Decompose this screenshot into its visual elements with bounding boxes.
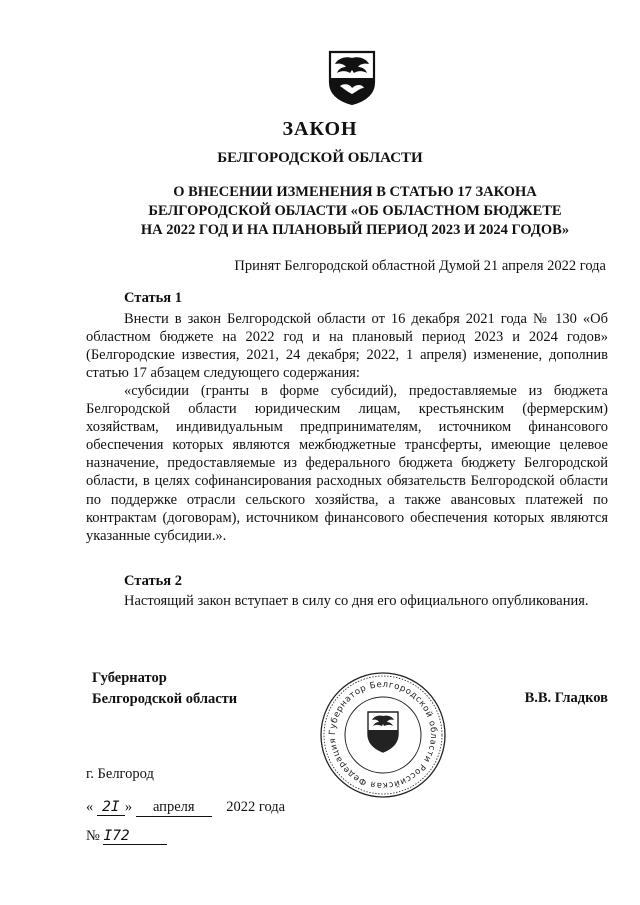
law-number (86, 828, 167, 845)
date-month: апреля (136, 799, 212, 817)
signatory-position-line: Губернатор (92, 670, 167, 686)
date-day: 2I (97, 799, 125, 816)
coat-of-arms-icon (326, 48, 378, 106)
article-2-heading: Статья 2 (124, 573, 182, 589)
article-1-heading: Статья 1 (124, 290, 182, 306)
signatory-position-line: Белгородской области (92, 691, 238, 707)
date-year: 2022 года (226, 799, 286, 815)
article-2-paragraph: Настоящий закон вступает в силу со дня его официального опубликования. (124, 593, 589, 609)
number-label: № (86, 828, 100, 844)
signing-date (86, 799, 285, 817)
adoption-note: Принят Белгородской областной Думой 21 апреля 2022 года (234, 258, 606, 274)
article-1-paragraph: Внести в закон Белгородской области от 16 декабря 2021 года № 130 «Об областном бюджете на 2022 год и на плановый период 2023 и 2024 годов» (Белгородские известия, 2021, 24 декабря; 2022, 1 апреля) изменение, дополнив статью 17 абзацем следующего содержания: (86, 311, 608, 382)
document-title: ЗАКОН (282, 118, 358, 140)
number-value: I72 (103, 828, 167, 845)
subtitle-line: БЕЛГОРОДСКОЙ ОБЛАСТИ «ОБ ОБЛАСТНОМ БЮДЖЕТЕ (148, 203, 562, 219)
article-1-amendment-text: «субсидии (гранты в форме субсидий), предоставляемые из бюджета Белгородской области юридическим лицам, крестьянским (фермерским) хозяйствам, индивидуальным предпринимателям, источником финансового обеспечения которых являются межбюджетные трансферты, имеющие целевое назначение, предоставляемые из федерального бюджета бюджету Белгородской области, в целях софинансирования расходных обязательств Белгородской области по поддержке отрасли сельского хозяйства, а также авансовых платежей по контрактам (договорам), источником финансового обеспечения которых являются указанные субсидии.». (86, 383, 608, 544)
signatory-name: В.В. Гладков (524, 690, 608, 706)
official-seal-icon (318, 670, 448, 800)
seal-text: Губернатор Белгородской области Российская Федерация (327, 679, 439, 791)
subtitle-line: О ВНЕСЕНИИ ИЗМЕНЕНИЯ В СТАТЬЮ 17 ЗАКОНА (173, 184, 537, 200)
document-region: БЕЛГОРОДСКОЙ ОБЛАСТИ (217, 150, 423, 166)
date-close-quote: » (124, 799, 133, 815)
date-open-quote: « (86, 799, 94, 815)
subtitle-line: НА 2022 ГОД И НА ПЛАНОВЫЙ ПЕРИОД 2023 И 2024 ГОДОВ» (140, 222, 570, 238)
place-of-signing: г. Белгород (86, 766, 154, 782)
signatory-position (92, 668, 237, 710)
